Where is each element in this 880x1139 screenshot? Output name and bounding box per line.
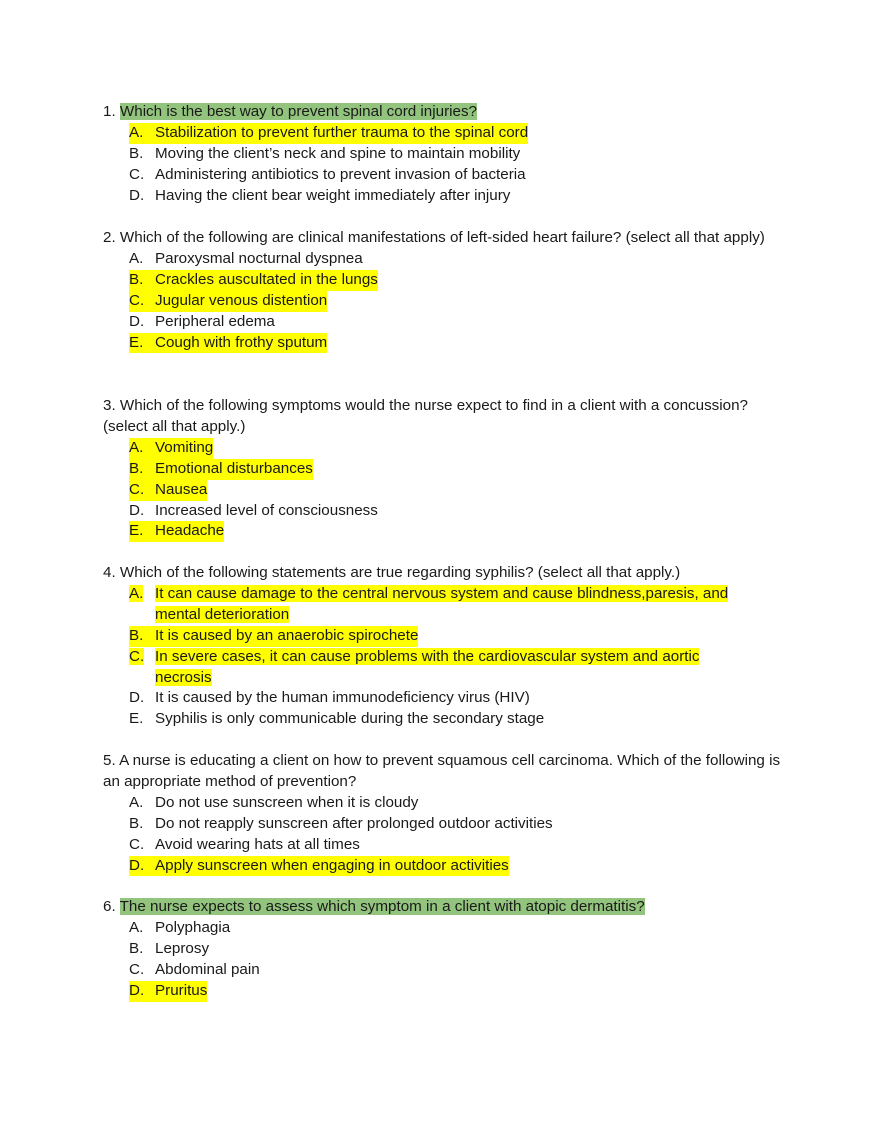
option-letter: A. [129, 793, 144, 811]
option-list [103, 249, 793, 354]
option-letter: C. [129, 165, 145, 183]
option-list [103, 918, 793, 1002]
option-list [103, 584, 793, 730]
question-text: Which of the following statements are true regarding syphilis? (select all that apply.) [119, 564, 681, 581]
option-item [129, 333, 793, 354]
option-text: It is caused by an anaerobic spirochete [155, 626, 419, 644]
question-number: 5. [103, 752, 116, 769]
question-text: The nurse expects to assess which symptom in a client with atopic dermatitis? [119, 898, 645, 915]
option-letter: D. [129, 312, 145, 330]
question-text: Which of the following symptoms would the nurse expect to find in a client with a concussion? (select all that apply.) [103, 397, 748, 435]
option-item [129, 814, 793, 835]
question-number: 3. [103, 397, 116, 414]
option-item [129, 312, 793, 333]
question-stem [103, 396, 793, 438]
question-text: Which of the following are clinical manifestations of left-sided heart failure? (select all that apply) [119, 229, 765, 246]
option-text: It can cause damage to the central nervous system and cause blindness,paresis, and mental deterioration [155, 584, 729, 623]
option-letter: E. [129, 522, 144, 540]
option-letter: C. [129, 647, 145, 665]
option-item [129, 626, 753, 647]
option-item [129, 709, 753, 730]
option-letter: E. [129, 333, 144, 351]
question-number: 6. [103, 898, 116, 915]
option-letter: B. [129, 814, 144, 832]
option-text: Polyphagia [155, 918, 231, 936]
option-item [129, 438, 793, 459]
option-item [129, 584, 753, 626]
option-text: Emotional disturbances [155, 459, 313, 477]
option-item [129, 918, 793, 939]
option-letter: D. [129, 501, 145, 519]
option-text: Headache [155, 522, 225, 540]
option-letter: C. [129, 835, 145, 853]
question-2 [103, 228, 793, 353]
question-number: 4. [103, 564, 116, 581]
option-letter: A. [129, 918, 144, 936]
option-item [129, 793, 793, 814]
option-text: Abdominal pain [155, 960, 260, 978]
option-list [103, 793, 793, 877]
option-item [129, 123, 793, 144]
option-text: Increased level of consciousness [155, 501, 378, 519]
option-letter: A. [129, 584, 144, 602]
option-letter: E. [129, 710, 144, 728]
option-letter: A. [129, 249, 144, 267]
option-text: Do not use sunscreen when it is cloudy [155, 793, 419, 811]
option-item [129, 186, 793, 207]
option-text: Apply sunscreen when engaging in outdoor activities [155, 856, 509, 874]
option-letter: B. [129, 459, 144, 477]
question-number: 1. [103, 103, 116, 120]
option-text: Administering antibiotics to prevent invasion of bacteria [155, 165, 526, 183]
option-text: Syphilis is only communicable during the secondary stage [155, 710, 545, 728]
option-text: Cough with frothy sputum [155, 333, 328, 351]
question-stem [103, 897, 793, 918]
option-item [129, 291, 793, 312]
question-stem [103, 751, 793, 793]
option-text: Crackles auscultated in the lungs [155, 270, 378, 288]
question-stem [103, 563, 793, 584]
question-6 [103, 897, 793, 1002]
option-text: Nausea [155, 480, 208, 498]
option-item [129, 459, 793, 480]
question-stem [103, 102, 793, 123]
option-text: Peripheral edema [155, 312, 275, 330]
question-5 [103, 751, 793, 876]
option-letter: B. [129, 270, 144, 288]
option-item [129, 688, 753, 709]
option-list [103, 438, 793, 543]
option-letter: C. [129, 960, 145, 978]
option-item [129, 856, 793, 877]
option-list [103, 123, 793, 207]
option-text: In severe cases, it can cause problems with the cardiovascular system and aortic necrosis [155, 647, 700, 686]
option-item [129, 521, 793, 542]
option-letter: A. [129, 123, 144, 141]
question-text: Which is the best way to prevent spinal cord injuries? [119, 103, 477, 120]
option-text: Avoid wearing hats at all times [155, 835, 360, 853]
option-text: Leprosy [155, 939, 210, 957]
option-letter: B. [129, 626, 144, 644]
option-item [129, 480, 793, 501]
option-letter: C. [129, 480, 145, 498]
question-1 [103, 102, 793, 207]
option-letter: D. [129, 186, 145, 204]
option-text: Do not reapply sunscreen after prolonged outdoor activities [155, 814, 553, 832]
option-text: Having the client bear weight immediately after injury [155, 186, 511, 204]
option-text: Vomiting [155, 438, 214, 456]
option-item [129, 981, 793, 1002]
option-letter: B. [129, 939, 144, 957]
question-3 [103, 396, 793, 542]
option-letter: D. [129, 981, 145, 999]
question-stem [103, 228, 793, 249]
option-text: Pruritus [155, 981, 208, 999]
question-text: A nurse is educating a client on how to prevent squamous cell carcinoma. Which of the following is an appropriate method of prevention? [103, 752, 781, 790]
option-text: Stabilization to prevent further trauma to the spinal cord [155, 123, 529, 141]
option-text: Paroxysmal nocturnal dyspnea [155, 249, 363, 267]
option-letter: D. [129, 689, 145, 707]
option-letter: B. [129, 144, 144, 162]
option-letter: D. [129, 856, 145, 874]
option-text: Moving the client’s neck and spine to maintain mobility [155, 144, 521, 162]
option-item [129, 270, 793, 291]
option-item [129, 960, 793, 981]
option-letter: C. [129, 291, 145, 309]
question-number: 2. [103, 229, 116, 246]
option-item [129, 249, 793, 270]
option-item [129, 501, 793, 522]
option-text: It is caused by the human immunodeficiency virus (HIV) [155, 689, 530, 707]
option-item [129, 939, 793, 960]
option-item [129, 165, 793, 186]
option-letter: A. [129, 438, 144, 456]
option-item [129, 835, 793, 856]
option-text: Jugular venous distention [155, 291, 328, 309]
option-item [129, 647, 753, 689]
question-4 [103, 563, 793, 730]
option-item [129, 144, 793, 165]
